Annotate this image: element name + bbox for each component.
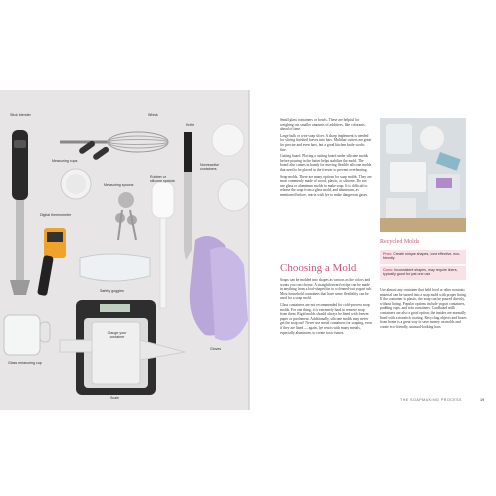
spatula-icon (152, 182, 174, 308)
label-measuring-cups: Measuring cups (52, 159, 78, 163)
paragraph-mold-intro: Soaps can be molded into shapes as various as the colors and scents you can choose. A straightforward recipe can be made in anything from a loaf-shaped tin to a cleaned-out yogurt tub. Most household containers that have some flexibility can be used for a soap mold. (280, 278, 372, 301)
cons-label: Cons: (383, 268, 394, 272)
label-safety-goggles: Safety goggles (100, 289, 124, 293)
label-scale: Scale (110, 396, 119, 400)
gloves-icon (190, 236, 248, 341)
paragraph-soap-molds: Soap molds. There are many options for soap molds. They are most commonly made of wood, plastic, or silicone. Do not use glass or aluminum molds to make soap. It is difficult to release the soap from a glass mold, and aluminum, as mentioned before, reacts with lye to make dangerous gases. (280, 174, 372, 197)
pros-label: Pros: (383, 252, 393, 256)
stick-blender-icon (10, 130, 30, 295)
label-gloves: Gloves (210, 347, 222, 351)
label-spatula: Rubber or silicone spatula (150, 175, 175, 183)
pros-box (380, 250, 466, 264)
label-stick-blender: Stick blender (10, 113, 31, 117)
paragraph-glass-warning: Glass containers are not recommended for cold-process soap molds. For one thing, it is extremely hard to remove soap from them. Rigid molds should always be lined with freezer paper or parchment. Additionally, silicone molds may never get the soap out! Never use metal containers for soaping, even if they are lined — again, lye reacts with many metals, especially aluminum, to create toxic fumes. (280, 302, 372, 335)
paragraph-recycled: Use almost any container that held food or other nontoxic material can be turned into a soap mold with proper lining. If the container is plastic, the soap can be poured directly, without lining. Popular options include yogurt containers, pudding cups, and tofu containers. Cardboard milk containers are also a good option; the insides are normally lined with a nonstick coating. Recycling objects and boxes from home is a great way to save money on molds and create eco-friendly, unusual-looking bars. (380, 288, 467, 329)
recycled-molds-photo (380, 118, 466, 232)
knife-icon (184, 132, 192, 260)
glass-measuring-cup-icon (4, 315, 50, 355)
measuring-spoons-icon (115, 192, 137, 240)
paragraph-cutting-board: Cutting board. Placing a cutting board under silicone molds before pouring in the batter helps stabilize the mold. The board also comes in handy for moving flexible silicone molds that need to be placed in the freezer to prevent overheating. (280, 154, 372, 172)
digital-thermometer-icon (37, 228, 66, 296)
label-pour-container: Gauge your container (107, 331, 127, 339)
paragraph-soap-slicer: Large bulk or wire soap slicer. A sharp implement is needed for slicing finished loaves into bars. Multibar cutters are great for precise and even bars, but a good kitchen knife works fine. (280, 133, 372, 152)
section-heading: Choosing a Mold (280, 262, 357, 274)
label-knife: Knife (186, 123, 195, 127)
mold-text-column (280, 278, 372, 337)
whisk-icon (60, 132, 168, 152)
label-measuring-spoons: Measuring spoons (104, 183, 134, 187)
label-digital-thermometer: Digital thermometer (40, 213, 72, 217)
label-glass-measuring-cup: Glass measuring cup (8, 361, 42, 365)
pros-text: Create unique shapes, cost effective, eco-friendly (383, 252, 461, 261)
cons-box (380, 266, 466, 280)
cons-text: Inconsistent shapes, may require liners, typically good for just one use (383, 268, 458, 277)
label-nonreactive-containers: Nonreactive containers (200, 163, 220, 171)
recycled-text-column (380, 288, 468, 331)
equipment-photo-page (0, 90, 250, 410)
molds-image (380, 118, 466, 232)
page-number: 19 (480, 398, 485, 402)
paragraph-glass-containers: Small glass containers or bowls. These are helpful for weighing out smaller amounts of additives, like colorants, ahead of time. (280, 118, 366, 132)
running-footer: THE SOAPMAKING PROCESS (400, 398, 462, 402)
measuring-cups-icon (61, 140, 110, 199)
safety-goggles-icon (80, 254, 150, 281)
main-text-column (280, 118, 372, 200)
sidebar-title: Recycled Molds (380, 239, 420, 245)
label-whisk: Whisk (148, 113, 158, 117)
